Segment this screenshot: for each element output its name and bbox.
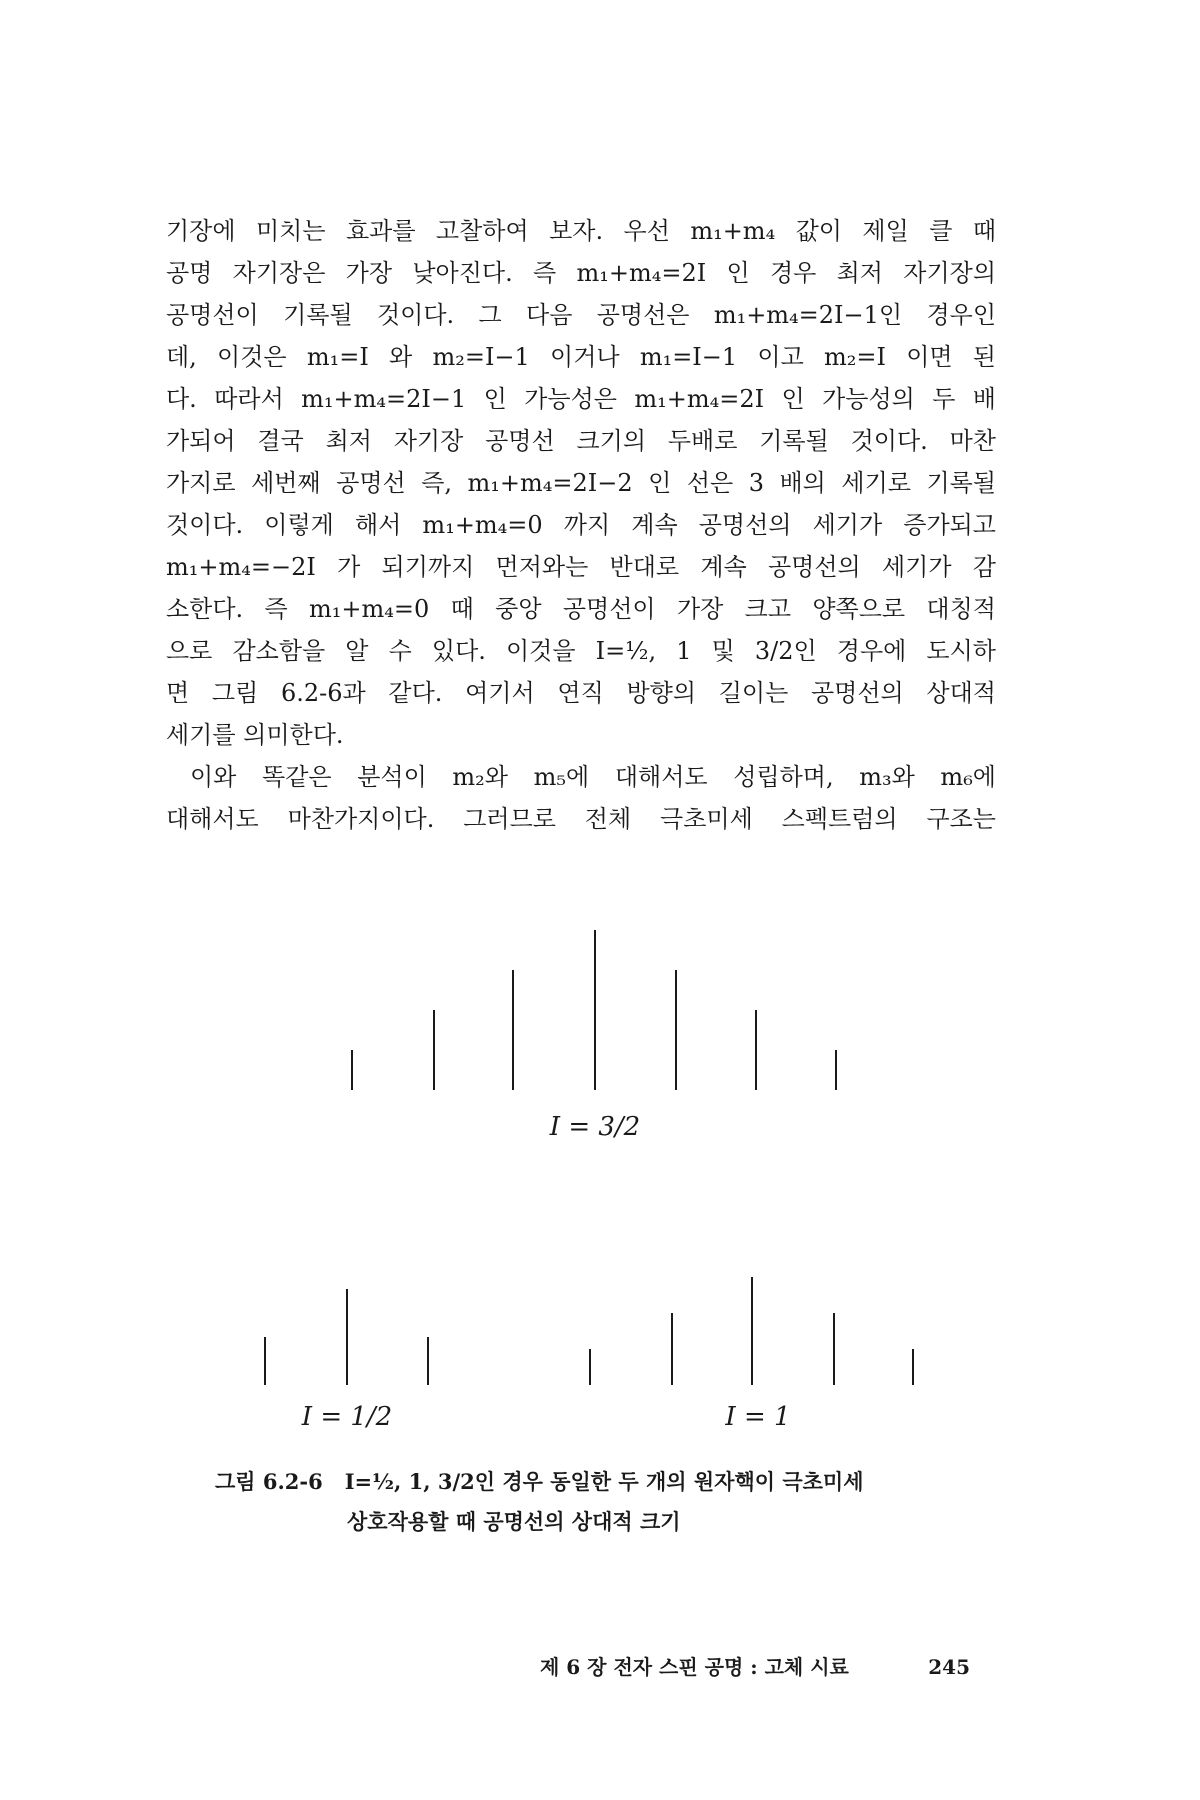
caption-line-1: I=½, 1, 3/2인 경우 동일한 두 개의 원자핵이 극초미세 — [344, 1469, 864, 1494]
spectrum-i-3-2 — [352, 930, 836, 1090]
body-line: 소한다. 즉 m₁+m₄=0 때 중앙 공명선이 가장 크고 양쪽으로 대칭적 — [166, 595, 996, 623]
spectrum-label-i-3-2: I = 3/2 — [549, 1112, 641, 1142]
body-line: m₁+m₄=−2I 가 되기까지 먼저와는 반대로 계속 공명선의 세기가 감 — [166, 553, 996, 581]
body-line: 가지로 세번째 공명선 즉, m₁+m₄=2I−2 인 선은 3 배의 세기로 기록될 — [166, 469, 996, 497]
body-line: 대해서도 마찬가지이다. 그러므로 전체 극초미세 스펙트럼의 구조는 — [166, 805, 996, 833]
body-line: 세기를 의미한다. — [166, 721, 344, 749]
page-footer — [540, 1650, 970, 1684]
body-line: 것이다. 이렇게 해서 m₁+m₄=0 까지 계속 공명선의 세기가 증가되고 — [166, 511, 996, 539]
running-head: 제 6 장 전자 스핀 공명 : 고체 시료 — [540, 1655, 849, 1679]
spectrum-label-i-1: I = 1 — [725, 1402, 791, 1432]
spectrum-i-1-2 — [265, 1289, 428, 1385]
body-line: 공명 자기장은 가장 낮아진다. 즉 m₁+m₄=2I 인 경우 최저 자기장의 — [166, 259, 996, 287]
spectrum-label-i-1-2: I = 1/2 — [301, 1402, 393, 1432]
figure-caption — [215, 1462, 975, 1542]
body-line: 이와 똑같은 분석이 m₂와 m₅에 대해서도 성립하며, m₃와 m₆에 — [190, 763, 996, 791]
body-line: 기장에 미치는 효과를 고찰하여 보자. 우선 m₁+m₄ 값이 제일 클 때 — [166, 217, 996, 245]
spectrum-i-1 — [590, 1277, 913, 1385]
body-line: 으로 감소함을 알 수 있다. 이것을 I=½, 1 및 3/2인 경우에 도시하 — [166, 637, 996, 665]
body-line: 데, 이것은 m₁=I 와 m₂=I−1 이거나 m₁=I−1 이고 m₂=I 이면 된 — [166, 343, 996, 371]
body-line: 가되어 결국 최저 자기장 공명선 크기의 두배로 기록될 것이다. 마찬 — [166, 427, 996, 455]
page-number: 245 — [928, 1655, 970, 1679]
caption-number: 그림 6.2-6 — [215, 1469, 323, 1494]
caption-line-2: 상호작용할 때 공명선의 상대적 크기 — [347, 1509, 681, 1534]
body-line: 면 그림 6.2-6과 같다. 여기서 연직 방향의 길이는 공명선의 상대적 — [166, 679, 996, 707]
body-line: 다. 따라서 m₁+m₄=2I−1 인 가능성은 m₁+m₄=2I 인 가능성의 두 배 — [166, 385, 996, 413]
body-line: 공명선이 기록될 것이다. 그 다음 공명선은 m₁+m₄=2I−1인 경우인 — [166, 301, 996, 329]
